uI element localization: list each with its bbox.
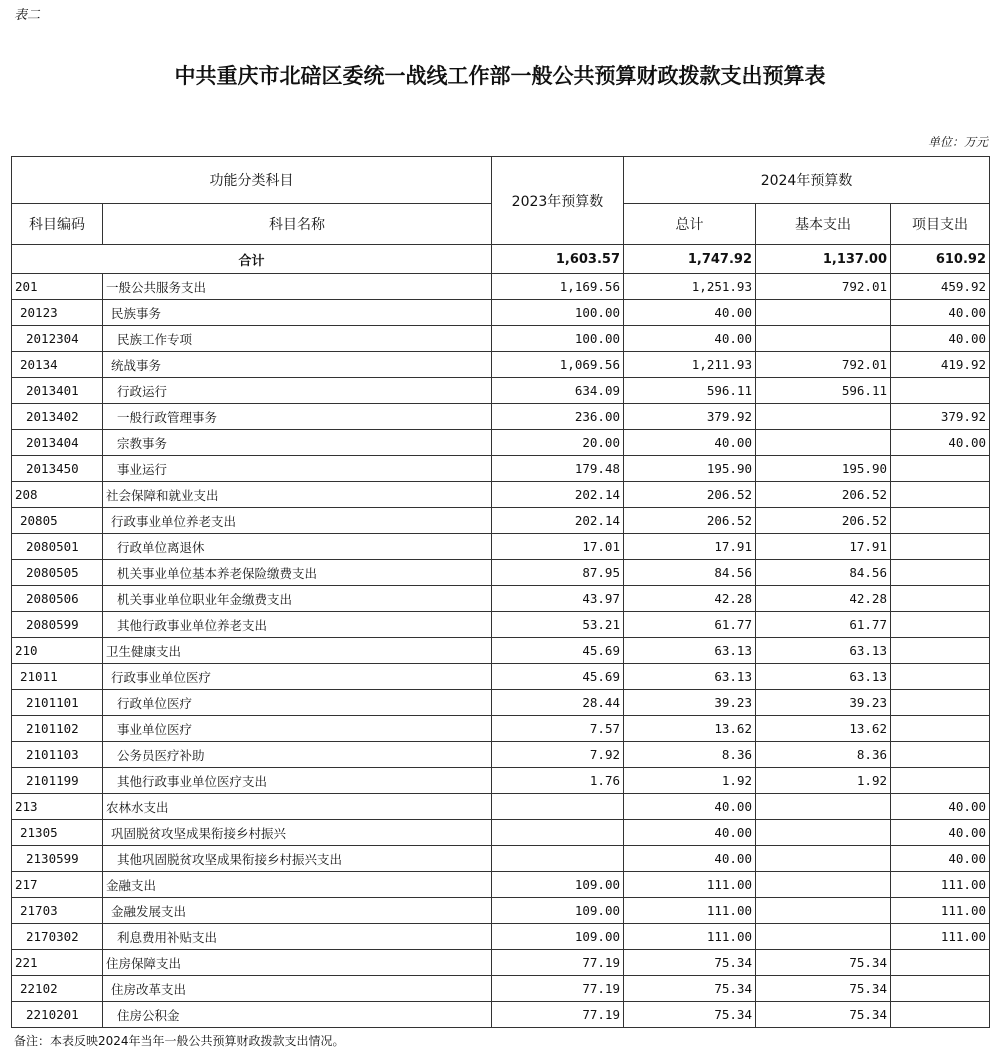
header-row-1 (12, 157, 990, 204)
cell-basic (756, 326, 891, 352)
cell-name: 民族事务 (103, 300, 492, 326)
cell-total: 40.00 (624, 820, 756, 846)
cell-project (891, 638, 990, 664)
table-row (12, 274, 990, 300)
table-row (12, 846, 990, 872)
cell-code: 2210201 (12, 1002, 103, 1028)
cell-budget-2023 (492, 794, 624, 820)
cell-total: 206.52 (624, 508, 756, 534)
table-body (12, 245, 990, 1028)
cell-name: 其他巩固脱贫攻坚成果衔接乡村振兴支出 (103, 846, 492, 872)
cell-name: 行政运行 (103, 378, 492, 404)
header-func-category: 功能分类科目 (12, 157, 492, 204)
cell-name: 金融支出 (103, 872, 492, 898)
cell-budget-2023: 7.57 (492, 716, 624, 742)
cell-basic: 1.92 (756, 768, 891, 794)
cell-basic: 792.01 (756, 352, 891, 378)
cell-project: 40.00 (891, 794, 990, 820)
cell-budget-2023: 202.14 (492, 508, 624, 534)
table-row (12, 404, 990, 430)
table-row (12, 872, 990, 898)
cell-budget-2023: 28.44 (492, 690, 624, 716)
table-row (12, 924, 990, 950)
table-row (12, 352, 990, 378)
table-row (12, 534, 990, 560)
cell-code: 20134 (12, 352, 103, 378)
cell-code: 21703 (12, 898, 103, 924)
table-row (12, 456, 990, 482)
cell-budget-2023: 100.00 (492, 300, 624, 326)
cell-total: 40.00 (624, 846, 756, 872)
cell-budget-2023 (492, 820, 624, 846)
cell-budget-2023: 202.14 (492, 482, 624, 508)
cell-basic (756, 430, 891, 456)
cell-total: 39.23 (624, 690, 756, 716)
cell-budget-2023: 1.76 (492, 768, 624, 794)
cell-basic: 206.52 (756, 508, 891, 534)
cell-project (891, 950, 990, 976)
cell-code: 2170302 (12, 924, 103, 950)
cell-code: 2080506 (12, 586, 103, 612)
cell-code: 2013404 (12, 430, 103, 456)
cell-name: 机关事业单位基本养老保险缴费支出 (103, 560, 492, 586)
cell-budget-2023: 20.00 (492, 430, 624, 456)
cell-name: 一般行政管理事务 (103, 404, 492, 430)
table-row (12, 326, 990, 352)
header-code: 科目编码 (12, 204, 103, 245)
cell-budget-2023: 109.00 (492, 872, 624, 898)
header-budget-2023: 2023年预算数 (492, 157, 624, 245)
cell-total: 379.92 (624, 404, 756, 430)
cell-code: 21011 (12, 664, 103, 690)
cell-project (891, 482, 990, 508)
cell-basic: 206.52 (756, 482, 891, 508)
cell-name: 金融发展支出 (103, 898, 492, 924)
cell-name: 住房保障支出 (103, 950, 492, 976)
cell-code: 208 (12, 482, 103, 508)
cell-name: 其他行政事业单位养老支出 (103, 612, 492, 638)
table-row (12, 1002, 990, 1028)
table-row (12, 794, 990, 820)
cell-budget-2023: 1,169.56 (492, 274, 624, 300)
cell-code: 217 (12, 872, 103, 898)
cell-basic: 75.34 (756, 976, 891, 1002)
table-row (12, 560, 990, 586)
cell-total: 63.13 (624, 664, 756, 690)
cell-budget-2023: 1,069.56 (492, 352, 624, 378)
cell-project (891, 664, 990, 690)
cell-budget-2023: 109.00 (492, 898, 624, 924)
cell-total: 111.00 (624, 872, 756, 898)
page-title: 中共重庆市北碚区委统一战线工作部一般公共预算财政拨款支出预算表 (174, 63, 826, 88)
cell-basic: 42.28 (756, 586, 891, 612)
cell-total: 1.92 (624, 768, 756, 794)
cell-total: 42.28 (624, 586, 756, 612)
table-row (12, 820, 990, 846)
table-row (12, 586, 990, 612)
cell-name: 卫生健康支出 (103, 638, 492, 664)
cell-basic: 75.34 (756, 1002, 891, 1028)
cell-project (891, 976, 990, 1002)
cell-project (891, 742, 990, 768)
cell-total: 61.77 (624, 612, 756, 638)
cell-code: 22102 (12, 976, 103, 1002)
cell-budget-2023: 100.00 (492, 326, 624, 352)
table-row (12, 768, 990, 794)
table-row (12, 742, 990, 768)
cell-total: 13.62 (624, 716, 756, 742)
cell-code: 2080501 (12, 534, 103, 560)
cell-budget-2023: 45.69 (492, 664, 624, 690)
cell-total: 1,251.93 (624, 274, 756, 300)
cell-basic (756, 794, 891, 820)
cell-budget-2023 (492, 846, 624, 872)
cell-name: 事业单位医疗 (103, 716, 492, 742)
cell-project (891, 456, 990, 482)
cell-code: 2080599 (12, 612, 103, 638)
cell-basic: 17.91 (756, 534, 891, 560)
table-row (12, 976, 990, 1002)
cell-code: 2012304 (12, 326, 103, 352)
cell-total: 75.34 (624, 950, 756, 976)
cell-basic: 61.77 (756, 612, 891, 638)
cell-code: 2101199 (12, 768, 103, 794)
cell-code: 2101103 (12, 742, 103, 768)
cell-basic: 792.01 (756, 274, 891, 300)
cell-project: 40.00 (891, 846, 990, 872)
cell-project: 459.92 (891, 274, 990, 300)
cell-basic: 63.13 (756, 638, 891, 664)
cell-project (891, 378, 990, 404)
cell-name: 农林水支出 (103, 794, 492, 820)
cell-project: 40.00 (891, 820, 990, 846)
cell-name: 社会保障和就业支出 (103, 482, 492, 508)
cell-basic: 63.13 (756, 664, 891, 690)
cell-total: 40.00 (624, 300, 756, 326)
cell-name: 利息费用补贴支出 (103, 924, 492, 950)
cell-total: 8.36 (624, 742, 756, 768)
table-row (12, 716, 990, 742)
cell-code: 2080505 (12, 560, 103, 586)
cell-budget-2023: 236.00 (492, 404, 624, 430)
cell-total: 195.90 (624, 456, 756, 482)
cell-budget-2023: 87.95 (492, 560, 624, 586)
cell-project: 111.00 (891, 924, 990, 950)
header-budget-2024: 2024年预算数 (624, 157, 990, 204)
cell-total: 40.00 (624, 794, 756, 820)
cell-basic: 13.62 (756, 716, 891, 742)
cell-project (891, 586, 990, 612)
table-row (12, 378, 990, 404)
cell-project (891, 534, 990, 560)
cell-code: 2101102 (12, 716, 103, 742)
cell-name: 行政单位医疗 (103, 690, 492, 716)
cell-project: 40.00 (891, 300, 990, 326)
cell-name: 公务员医疗补助 (103, 742, 492, 768)
cell-name: 民族工作专项 (103, 326, 492, 352)
cell-total: 63.13 (624, 638, 756, 664)
footnote: 备注：本表反映2024年当年一般公共预算财政拨款支出情况。 (14, 1034, 345, 1048)
table-row (12, 508, 990, 534)
cell-name: 行政单位离退休 (103, 534, 492, 560)
cell-name: 其他行政事业单位医疗支出 (103, 768, 492, 794)
cell-code: 20123 (12, 300, 103, 326)
cell-code: 21305 (12, 820, 103, 846)
cell-name: 一般公共服务支出 (103, 274, 492, 300)
cell-basic: 195.90 (756, 456, 891, 482)
cell-name: 行政事业单位养老支出 (103, 508, 492, 534)
cell-project: 40.00 (891, 430, 990, 456)
cell-total: 596.11 (624, 378, 756, 404)
table-row (12, 898, 990, 924)
cell-basic (756, 898, 891, 924)
total-b2023: 1,603.57 (492, 245, 624, 274)
total-basic: 1,137.00 (756, 245, 891, 274)
cell-basic (756, 846, 891, 872)
header-name: 科目名称 (103, 204, 492, 245)
cell-budget-2023: 634.09 (492, 378, 624, 404)
cell-total: 17.91 (624, 534, 756, 560)
cell-total: 75.34 (624, 1002, 756, 1028)
budget-table (11, 156, 990, 1028)
cell-name: 统战事务 (103, 352, 492, 378)
cell-basic (756, 872, 891, 898)
cell-budget-2023: 45.69 (492, 638, 624, 664)
cell-project (891, 612, 990, 638)
cell-budget-2023: 109.00 (492, 924, 624, 950)
cell-name: 事业运行 (103, 456, 492, 482)
cell-project: 111.00 (891, 898, 990, 924)
table-row (12, 430, 990, 456)
table-row (12, 482, 990, 508)
cell-budget-2023: 77.19 (492, 1002, 624, 1028)
cell-total: 40.00 (624, 430, 756, 456)
cell-basic (756, 300, 891, 326)
cell-name: 住房改革支出 (103, 976, 492, 1002)
total-row (12, 245, 990, 274)
cell-name: 巩固脱贫攻坚成果衔接乡村振兴 (103, 820, 492, 846)
cell-budget-2023: 17.01 (492, 534, 624, 560)
table-row (12, 950, 990, 976)
cell-total: 206.52 (624, 482, 756, 508)
cell-project: 111.00 (891, 872, 990, 898)
cell-project: 40.00 (891, 326, 990, 352)
cell-project (891, 1002, 990, 1028)
table-row (12, 690, 990, 716)
table-row (12, 638, 990, 664)
cell-code: 210 (12, 638, 103, 664)
table-row (12, 300, 990, 326)
cell-budget-2023: 179.48 (492, 456, 624, 482)
cell-code: 2013402 (12, 404, 103, 430)
cell-budget-2023: 43.97 (492, 586, 624, 612)
cell-code: 2013450 (12, 456, 103, 482)
cell-name: 宗教事务 (103, 430, 492, 456)
cell-budget-2023: 77.19 (492, 976, 624, 1002)
cell-basic: 39.23 (756, 690, 891, 716)
cell-basic (756, 404, 891, 430)
cell-project: 379.92 (891, 404, 990, 430)
cell-total: 111.00 (624, 924, 756, 950)
cell-code: 2101101 (12, 690, 103, 716)
cell-budget-2023: 7.92 (492, 742, 624, 768)
header-total: 总计 (624, 204, 756, 245)
cell-basic: 596.11 (756, 378, 891, 404)
header-basic: 基本支出 (756, 204, 891, 245)
cell-basic (756, 820, 891, 846)
cell-basic: 75.34 (756, 950, 891, 976)
cell-code: 2013401 (12, 378, 103, 404)
cell-project (891, 560, 990, 586)
cell-project (891, 716, 990, 742)
cell-total: 40.00 (624, 326, 756, 352)
cell-code: 201 (12, 274, 103, 300)
cell-total: 1,211.93 (624, 352, 756, 378)
cell-code: 221 (12, 950, 103, 976)
cell-project (891, 690, 990, 716)
cell-name: 住房公积金 (103, 1002, 492, 1028)
cell-project: 419.92 (891, 352, 990, 378)
table-row (12, 664, 990, 690)
unit-label: 单位：万元 (927, 135, 988, 149)
cell-budget-2023: 53.21 (492, 612, 624, 638)
cell-project (891, 508, 990, 534)
cell-name: 行政事业单位医疗 (103, 664, 492, 690)
header-project: 项目支出 (891, 204, 990, 245)
cell-total: 75.34 (624, 976, 756, 1002)
table-row (12, 612, 990, 638)
cell-code: 2130599 (12, 846, 103, 872)
cell-basic: 8.36 (756, 742, 891, 768)
total-label: 合计 (12, 245, 492, 274)
cell-project (891, 768, 990, 794)
cell-name: 机关事业单位职业年金缴费支出 (103, 586, 492, 612)
total-total: 1,747.92 (624, 245, 756, 274)
cell-total: 84.56 (624, 560, 756, 586)
cell-code: 20805 (12, 508, 103, 534)
cell-code: 213 (12, 794, 103, 820)
cell-basic: 84.56 (756, 560, 891, 586)
document-label: 表二 (14, 8, 41, 23)
cell-basic (756, 924, 891, 950)
cell-budget-2023: 77.19 (492, 950, 624, 976)
total-project: 610.92 (891, 245, 990, 274)
cell-total: 111.00 (624, 898, 756, 924)
